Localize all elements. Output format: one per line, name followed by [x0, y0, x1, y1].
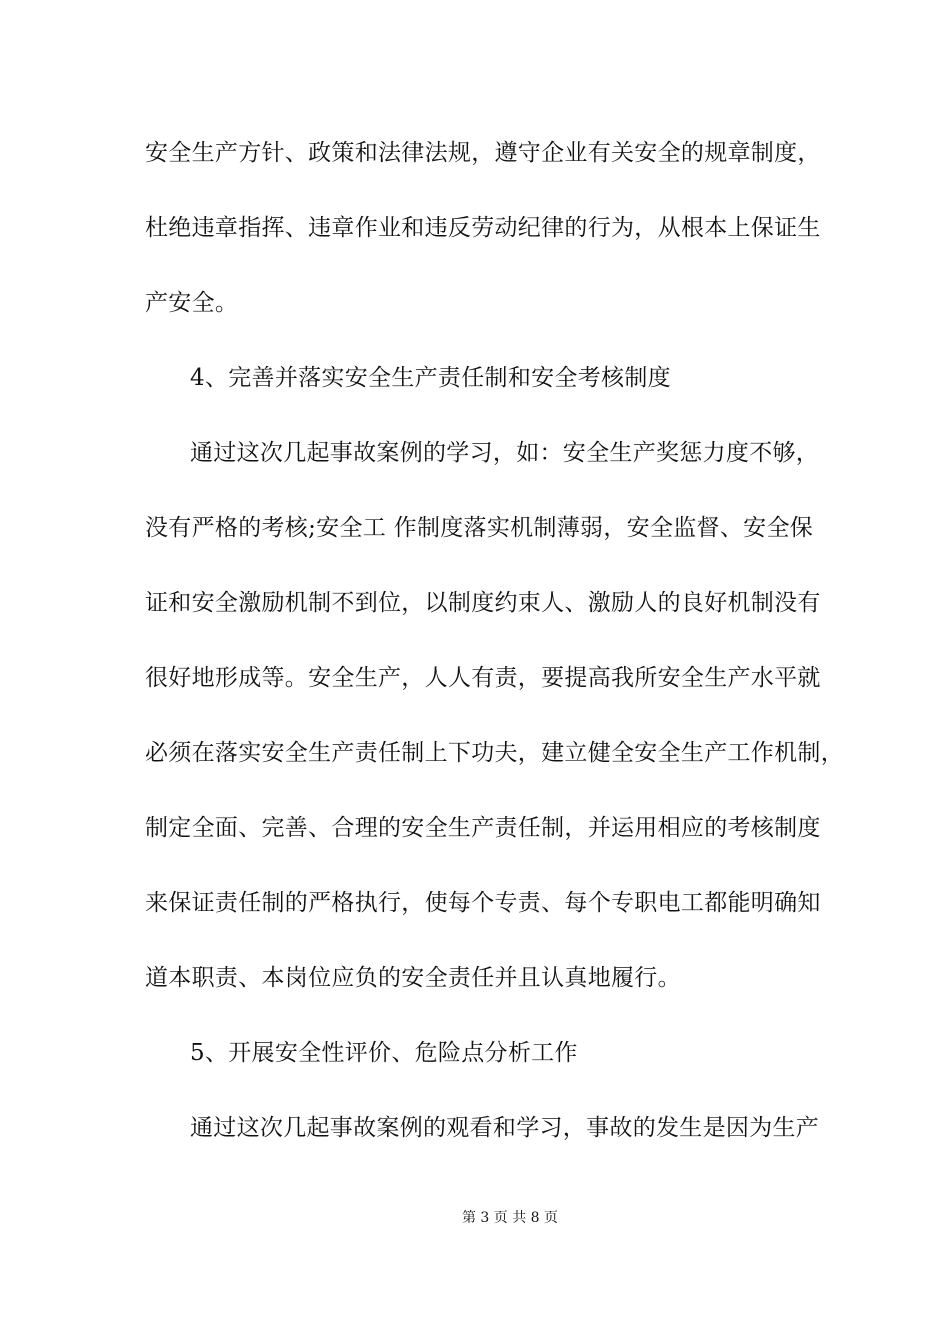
section-heading-5: 5、开展安全性评价、危险点分析工作 — [190, 1040, 578, 1066]
body-text-line: 证和安全激励机制不到位，以制度约束人、激励人的良好机制没有 — [145, 590, 821, 616]
page-number-footer: 第 3 页 共 8 页 — [461, 1210, 559, 1226]
body-text-line: 来保证责任制的严格执行，使每个专责、每个专职电工都能明确知 — [145, 890, 821, 916]
body-text-line: 很好地形成等。安全生产，人人有责，要提高我所安全生产水平就 — [145, 665, 821, 691]
body-text-line: 没有严格的考核;安全工 作制度落实机制薄弱，安全监督、安全保 — [145, 515, 814, 541]
body-text-line: 必须在落实安全生产责任制上下功夫，建立健全安全生产工作机制， — [145, 740, 844, 766]
section-heading-4: 4、完善并落实安全生产责任制和安全考核制度 — [190, 365, 671, 391]
body-text-line: 道本职责、本岗位应负的安全责任并且认真地履行。 — [145, 965, 681, 991]
body-text-line: 制定全面、完善、合理的安全生产责任制，并运用相应的考核制度 — [145, 815, 821, 841]
body-text-line: 杜绝违章指挥、违章作业和违反劳动纪律的行为，从根本上保证生 — [145, 215, 821, 241]
body-text-line: 通过这次几起事故案例的学习，如：安全生产奖惩力度不够， — [190, 440, 820, 466]
body-text-line: 安全生产方针、政策和法律法规，遵守企业有关安全的规章制度， — [145, 140, 821, 166]
body-text-line: 通过这次几起事故案例的观看和学习，事故的发生是因为生产 — [190, 1115, 820, 1141]
body-text-line: 产安全。 — [145, 290, 239, 316]
